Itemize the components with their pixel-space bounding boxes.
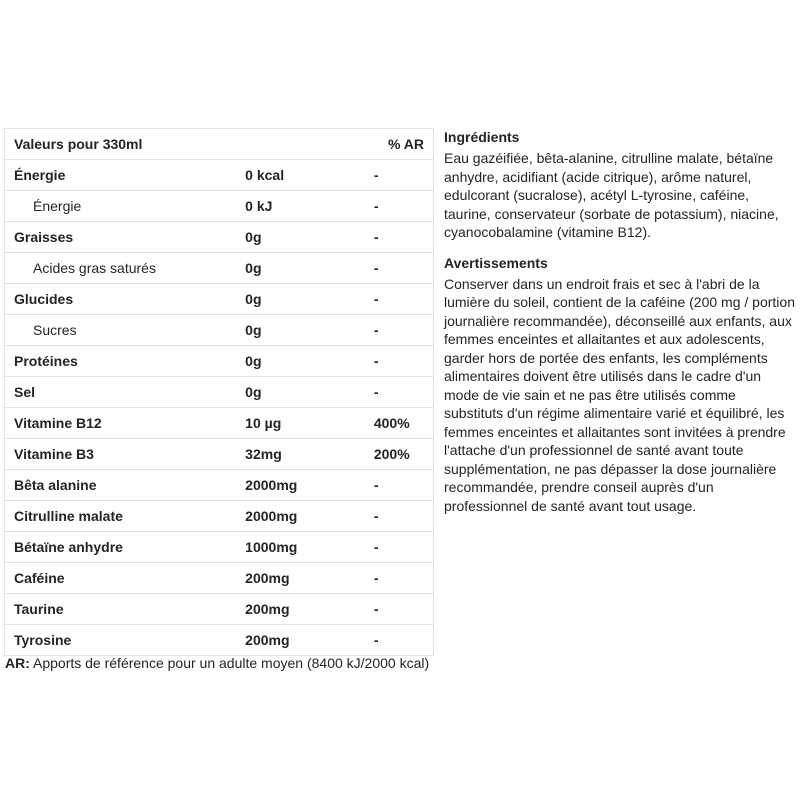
nutrition-table-row [5, 315, 434, 346]
nutrient-ar-percent: - [365, 222, 434, 253]
nutrient-name: Tyrosine [5, 625, 237, 656]
nutrient-value: 200mg [236, 594, 365, 625]
footnote-label: AR: [5, 655, 30, 671]
nutrient-name: Citrulline malate [5, 501, 237, 532]
nutrient-name: Protéines [5, 346, 237, 377]
nutrient-ar-percent: - [365, 315, 434, 346]
footnote-text: Apports de référence pour un adulte moyen (8400 kJ/2000 kcal) [29, 655, 430, 671]
nutrition-table-row [5, 253, 434, 284]
ingredients-text: Eau gazéifiée, bêta-alanine, citrulline malate, bétaïne anhydre, acidifiant (acide citrique), arôme naturel, edulcorant (sucralose), acétyl L-tyrosine, caféine, taurine, conservateur (sorbate de potassium), niacine, cyanocobalamine (vitamine B12). [444, 150, 779, 240]
reference-intake-footnote [5, 655, 429, 672]
nutrition-table-row [5, 625, 434, 656]
nutrition-table-row [5, 346, 434, 377]
warnings-text: Conserver dans un endroit frais et sec à l'abri de la lumière du soleil, contient de la caféine (200 mg / portion journalière recommandée), déconseillé aux enfants, aux femmes enceintes et allaitantes et aux adolescents, garder hors de portée des enfants, les compléments alimentaires doivent être utilisés dans le cadre d'un mode de vie sain et ne pas être utilisés comme substituts d'un régime alimentaire varié et équilibré, les femmes enceintes et allaitantes sont invitées à prendre l'attache d'un professionnel de santé avant toute supplémentation, ne pas dépasser la dose journalière recommandée, prendre conseil auprès d'un professionnel de santé avant tout usage. [444, 275, 795, 514]
nutrition-table-row [5, 377, 434, 408]
nutrient-name: Sucres [5, 315, 237, 346]
nutrient-value: 200mg [236, 625, 365, 656]
nutrient-ar-percent: - [373, 167, 379, 183]
nutrient-name: Sel [5, 377, 237, 408]
nutrient-name: Glucides [5, 284, 237, 315]
nutrient-name: Vitamine B12 [5, 408, 237, 439]
nutrient-name: Caféine [5, 563, 237, 594]
nutrition-table-row [5, 594, 434, 625]
nutrition-table-row [5, 222, 434, 253]
nutrition-table-section [4, 128, 434, 656]
nutrient-ar-percent: - [365, 532, 434, 563]
nutrient-ar-percent: 400% [365, 408, 434, 439]
nutrient-ar-percent: - [365, 470, 434, 501]
nutrient-value: 200mg [236, 563, 365, 594]
nutrition-table-row [5, 532, 434, 563]
nutrient-ar-percent: - [365, 346, 434, 377]
ingredients-title: Ingrédients [444, 129, 520, 145]
nutrient-name: Énergie [5, 191, 237, 222]
nutrient-ar-percent: - [365, 625, 434, 656]
nutrition-table-row [5, 501, 434, 532]
nutrition-table-row [5, 284, 434, 315]
nutrient-name: Bêta alanine [5, 470, 237, 501]
nutrient-ar-percent: - [365, 501, 434, 532]
nutrient-value: 0g [236, 284, 365, 315]
nutrient-name: Bétaïne anhydre [5, 532, 237, 563]
nutrient-value: 10 µg [236, 408, 365, 439]
nutrient-ar-percent: - [365, 377, 434, 408]
nutrition-table-row [5, 563, 434, 594]
nutrient-value: 0g [236, 377, 365, 408]
nutrition-table-header-row [5, 129, 434, 160]
nutrient-ar-percent: - [365, 191, 434, 222]
nutrition-table-row [5, 191, 434, 222]
nutrient-value: 1000mg [236, 532, 365, 563]
nutrient-name: Taurine [5, 594, 237, 625]
nutrient-value: 0g [236, 222, 365, 253]
nutrition-header-ar: % AR [365, 129, 434, 160]
nutrient-name: Graisses [5, 222, 237, 253]
nutrient-ar-percent: - [365, 594, 434, 625]
nutrition-table-body [5, 160, 434, 656]
nutrient-name: Vitamine B3 [5, 439, 237, 470]
nutrient-value: 0 kJ [236, 191, 365, 222]
nutrition-table-row [5, 470, 434, 501]
product-text-column [444, 128, 796, 527]
nutrition-header-value-spacer [236, 129, 365, 160]
nutrition-table [4, 128, 434, 656]
nutrient-ar-percent: 200% [365, 439, 434, 470]
nutrient-value: 0g [236, 253, 365, 284]
nutrient-name: Acides gras saturés [5, 253, 237, 284]
nutrient-value: 2000mg [236, 501, 365, 532]
nutrient-ar-percent: - [365, 563, 434, 594]
nutrient-value: 0g [236, 315, 365, 346]
nutrient-name: Énergie [14, 167, 66, 183]
nutrition-table-row [5, 408, 434, 439]
nutrition-header-label: Valeurs pour 330ml [5, 129, 237, 160]
nutrient-value: 32mg [236, 439, 365, 470]
nutrient-ar-percent: - [365, 253, 434, 284]
nutrient-value: 0 kcal [245, 167, 285, 183]
warnings-title: Avertissements [444, 254, 548, 271]
nutrition-table-row [5, 160, 434, 191]
nutrient-value: 0g [236, 346, 365, 377]
nutrition-table-row [5, 439, 434, 470]
nutrient-ar-percent: - [365, 284, 434, 315]
nutrient-value: 2000mg [236, 470, 365, 501]
